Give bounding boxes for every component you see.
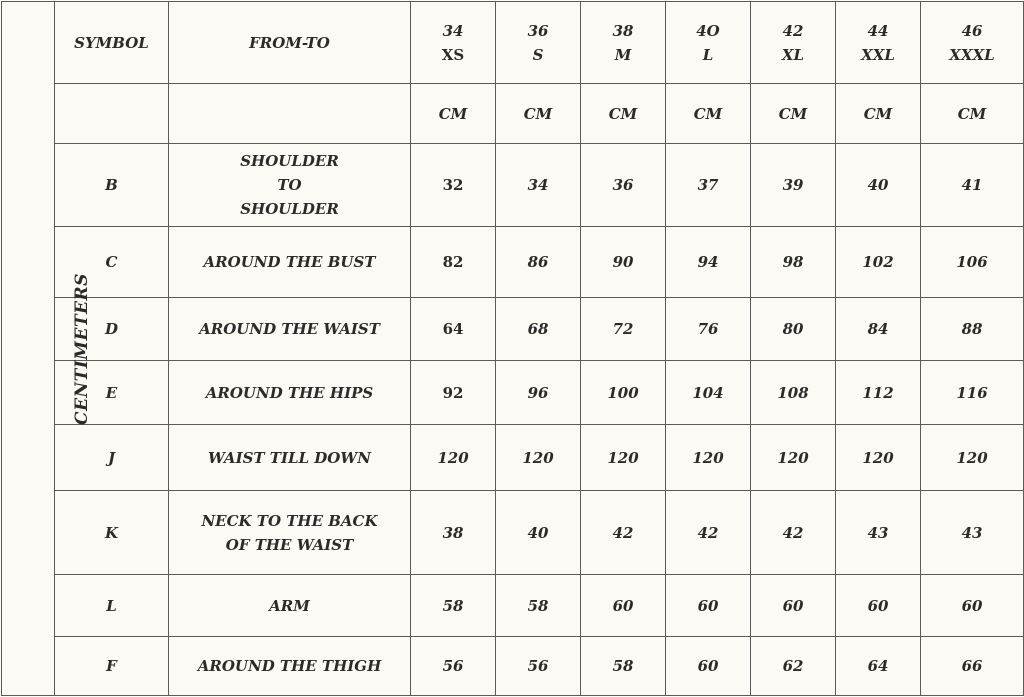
side-label-cell	[2, 2, 92, 696]
unit-cell: CM	[836, 84, 921, 144]
value-cell: 60	[666, 637, 751, 696]
size-label: XL	[781, 45, 805, 64]
value-cell: 58	[581, 637, 666, 696]
from-to-cell: ARM	[169, 575, 411, 637]
value-cell: 92	[411, 361, 496, 425]
value-cell: 116	[921, 361, 1024, 425]
value-cell: 41	[921, 144, 1024, 227]
empty-cell	[55, 84, 169, 144]
table-row	[2, 227, 1024, 298]
value-cell: 37	[666, 144, 751, 227]
table-row	[2, 637, 1024, 696]
value-cell: 40	[496, 491, 581, 575]
value-cell: 86	[496, 227, 581, 298]
value-cell: 94	[666, 227, 751, 298]
size-number: 34	[442, 21, 464, 40]
value-cell: 100	[581, 361, 666, 425]
value-cell: 120	[836, 425, 921, 491]
value-cell: 60	[581, 575, 666, 637]
value-cell: 38	[411, 491, 496, 575]
value-cell: 68	[496, 298, 581, 361]
size-header-xs	[411, 2, 496, 84]
value-cell: 84	[836, 298, 921, 361]
value-cell: 34	[496, 144, 581, 227]
symbol-cell: K	[55, 491, 169, 575]
from-to-cell: SHOULDER TO SHOULDER	[169, 144, 411, 227]
size-header-m	[581, 2, 666, 84]
value-cell: 42	[751, 491, 836, 575]
symbol-cell: J	[55, 425, 169, 491]
value-cell: 32	[411, 144, 496, 227]
table-row	[2, 425, 1024, 491]
size-number: 38	[612, 21, 634, 40]
unit-cell: CM	[496, 84, 581, 144]
value-cell: 120	[496, 425, 581, 491]
value-cell: 82	[411, 227, 496, 298]
symbol-cell: F	[55, 637, 169, 696]
symbol-cell: B	[55, 144, 169, 227]
size-header-xl	[751, 2, 836, 84]
value-cell: 60	[921, 575, 1024, 637]
value-cell: 108	[751, 361, 836, 425]
symbol-cell: D	[55, 298, 169, 361]
value-cell: 42	[581, 491, 666, 575]
size-label: XXL	[861, 45, 895, 64]
value-cell: 43	[921, 491, 1024, 575]
table-row	[2, 298, 1024, 361]
size-header-xxxl	[921, 2, 1024, 84]
from-to-cell: WAIST TILL DOWN	[169, 425, 411, 491]
value-cell: 64	[411, 298, 496, 361]
size-number: 46	[961, 21, 983, 40]
value-cell: 39	[751, 144, 836, 227]
value-cell: 72	[581, 298, 666, 361]
size-chart-table	[1, 1, 1024, 696]
from-to-cell: AROUND THE THIGH	[169, 637, 411, 696]
unit-cell: CM	[921, 84, 1024, 144]
symbol-header: SYMBOL	[55, 2, 169, 84]
value-cell: 80	[751, 298, 836, 361]
value-cell: 120	[666, 425, 751, 491]
table-row	[2, 491, 1024, 575]
from-to-cell: AROUND THE WAIST	[169, 298, 411, 361]
value-cell: 56	[411, 637, 496, 696]
size-label: XXXL	[949, 45, 995, 64]
value-cell: 60	[666, 575, 751, 637]
symbol-cell: L	[55, 575, 169, 637]
symbol-cell: E	[55, 361, 169, 425]
value-cell: 88	[921, 298, 1024, 361]
unit-cell: CM	[411, 84, 496, 144]
size-number: 36	[527, 21, 549, 40]
value-cell: 120	[411, 425, 496, 491]
value-cell: 106	[921, 227, 1024, 298]
from-to-header: FROM-TO	[169, 2, 411, 84]
value-cell: 56	[496, 637, 581, 696]
value-cell: 58	[496, 575, 581, 637]
value-cell: 60	[836, 575, 921, 637]
size-header-l	[666, 2, 751, 84]
value-cell: 90	[581, 227, 666, 298]
table-row	[2, 575, 1024, 637]
size-number: 42	[782, 21, 804, 40]
size-number: 4O	[696, 21, 720, 40]
empty-cell	[169, 84, 411, 144]
symbol-cell: C	[55, 227, 169, 298]
size-label: XS	[441, 45, 465, 64]
size-header-s	[496, 2, 581, 84]
unit-cell: CM	[581, 84, 666, 144]
side-label: CENTIMETERS	[71, 272, 92, 425]
unit-row	[2, 84, 1024, 144]
size-label: S	[532, 45, 544, 64]
value-cell: 120	[581, 425, 666, 491]
value-cell: 120	[751, 425, 836, 491]
from-to-cell: AROUND THE BUST	[169, 227, 411, 298]
table-row	[2, 361, 1024, 425]
value-cell: 102	[836, 227, 921, 298]
value-cell: 120	[921, 425, 1024, 491]
value-cell: 43	[836, 491, 921, 575]
unit-cell: CM	[751, 84, 836, 144]
value-cell: 58	[411, 575, 496, 637]
value-cell: 112	[836, 361, 921, 425]
value-cell: 36	[581, 144, 666, 227]
size-label: L	[702, 45, 714, 64]
value-cell: 66	[921, 637, 1024, 696]
value-cell: 42	[666, 491, 751, 575]
size-number: 44	[867, 21, 889, 40]
value-cell: 104	[666, 361, 751, 425]
size-header-xxl	[836, 2, 921, 84]
value-cell: 98	[751, 227, 836, 298]
unit-cell: CM	[666, 84, 751, 144]
value-cell: 60	[751, 575, 836, 637]
header-row	[2, 2, 1024, 84]
value-cell: 40	[836, 144, 921, 227]
value-cell: 64	[836, 637, 921, 696]
value-cell: 76	[666, 298, 751, 361]
from-to-cell: AROUND THE HIPS	[169, 361, 411, 425]
size-label: M	[614, 45, 632, 64]
value-cell: 62	[751, 637, 836, 696]
table-row	[2, 144, 1024, 227]
value-cell: 96	[496, 361, 581, 425]
from-to-cell: NECK TO THE BACK OF THE WAIST	[169, 491, 411, 575]
